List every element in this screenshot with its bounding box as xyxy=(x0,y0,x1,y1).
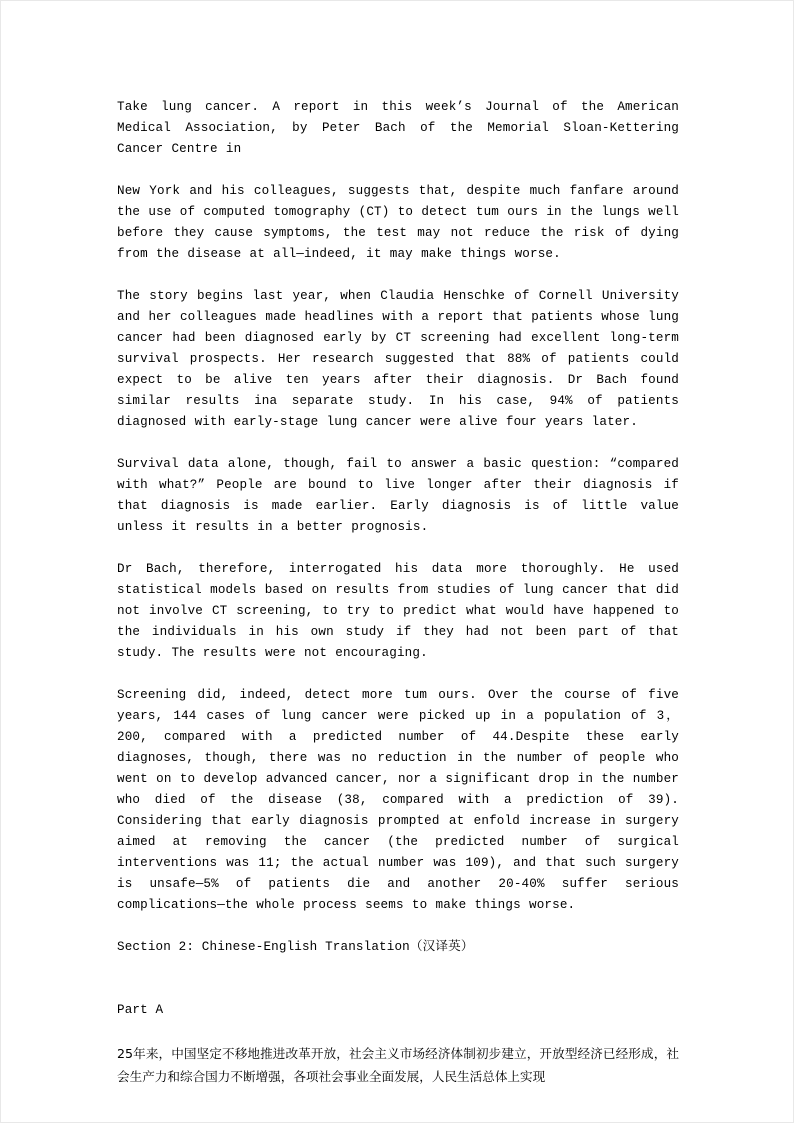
section-heading: Section 2: Chinese-English Translation（汉译英） xyxy=(117,940,474,954)
document-content xyxy=(117,97,679,1088)
paragraph-3: The story begins last year, when Claudia Henschke of Cornell University and her colleagues made headlines with a report that patients whose lung cancer had been diagnosed early by CT screening had excellent long-term survival prospects. Her research suggested that 88% of patients could expect to be alive ten years after their diagnosis. Dr Bach found similar results ina separate study. In his case, 94% of patients diagnosed with early-stage lung cancer were alive four years later. xyxy=(117,289,679,429)
heading-spacer-2 xyxy=(117,979,679,1000)
part-label: Part A xyxy=(117,1003,164,1017)
paragraph-2: New York and his colleagues, suggests that, despite much fanfare around the use of computed tomography (CT) to detect tum ours in the lungs well before they cause symptoms, the test may not reduce the risk of dying from the disease at all—indeed, it may make things worse. xyxy=(117,184,679,261)
paragraph-6: Screening did, indeed, detect more tum ours. Over the course of five years, 144 cases of lung cancer were picked up in a population of 3，200, compared with a predicted number of 44.Despite these early diagnoses, though, there was no reduction in the number of people who went on to develop advanced cancer, nor a significant drop in the number who died of the disease (38, compared with a prediction of 39). Considering that early diagnosis prompted at enfold increase in surgery aimed at removing the cancer (the predicted number of surgical interventions was 11; the actual number was 109), and that such surgery is unsafe—5% of patients die and another 20-40% suffer serious complications—the whole process seems to make things worse. xyxy=(117,688,679,912)
paragraph-1: Take lung cancer. A report in this week’s Journal of the American Medical Association, by Peter Bach of the Memorial Sloan-Kettering Cancer Centre in xyxy=(117,100,679,156)
paragraph-5: Dr Bach, therefore, interrogated his data more thoroughly. He used statistical models based on results from studies of lung cancer that did not involve CT screening, to try to predict what would have happened to the individuals in his own study if they had not been part of that study. The results were not encouraging. xyxy=(117,562,679,660)
chinese-source-paragraph: 25年来，中国坚定不移地推进改革开放，社会主义市场经济体制初步建立，开放型经济已经形成，社会生产力和综合国力不断增强，各项社会事业全面发展，人民生活总体上实现 xyxy=(117,1046,679,1084)
heading-spacer xyxy=(117,958,679,979)
paragraph-4: Survival data alone, though, fail to answer a basic question: “compared with what?” People are bound to live longer after their diagnosis if that diagnosis is made earlier. Early diagnosis is of little value unless it results in a better prognosis. xyxy=(117,457,679,534)
part-spacer xyxy=(117,1021,679,1042)
